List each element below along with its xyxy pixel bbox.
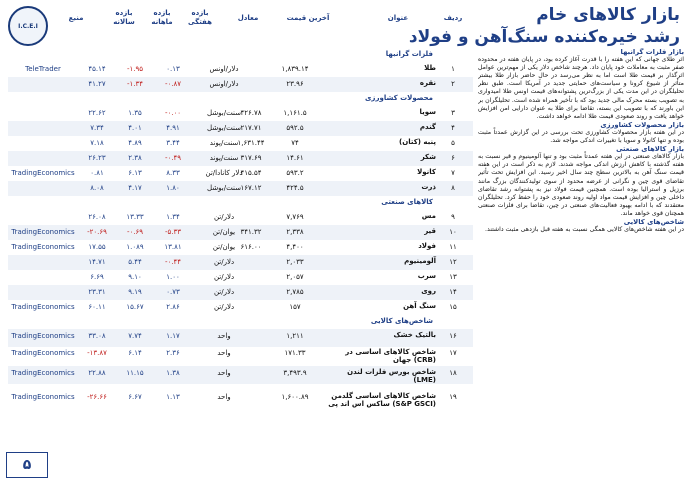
cell-w: ۲.۸۶: [166, 303, 180, 311]
cell-m: ۱.۳۵: [128, 109, 142, 117]
cell-m: ۷.۷۴: [128, 332, 142, 340]
cell-m: ۴.۰۱: [128, 124, 142, 132]
cell-name: مس: [421, 212, 436, 220]
cell-w: ۱.۱۳: [166, 393, 180, 401]
cell-m: ۶.۱۴: [128, 349, 142, 357]
cell-unit: دلار/تن: [213, 303, 235, 311]
cell-w: -۰.۴۹: [164, 154, 182, 162]
cell-idx: ۱۶: [449, 332, 457, 340]
sidebar-heading-precious: بازار فلزات گرانبها: [620, 48, 684, 56]
sidebar-text-industrial: بازار کالاهای صنعتی در این هفته عمدتاً مثبت بود و تنها آلومینیوم و قیر نسبت به هفته گذشته با کاهش ارزش اندکی مواجه شدند. لازم به ذکر است در این هفته قیمت سنگ آهن به بالاترین سطح چند سال اخیر رسید. این افزایش تحت تأثیر تقاضای قوی چین و نگرانی از عرضه محدود از سوی تولیدکنندگان بزرگ مانند برزیل و استرالیا بوده است. همچنین قیمت فولاد نیز به پشتوانه رشد تقاضای داخلی چین و افزایش قیمت مواد اولیه روند صعودی خود را حفظ کرد. تحلیلگران معتقدند که با ادامه بهبود فعالیت‌های صنعتی در چین، تقاضا برای فلزات صنعتی همچنان قوی خواهد ماند.: [478, 153, 684, 217]
cell-unit: یوان/تن: [212, 243, 236, 251]
cell-name: ذرت: [421, 183, 436, 191]
table-row: [8, 151, 473, 166]
cell-eq: ۲۱۷.۷۱: [240, 124, 262, 132]
table-row: [8, 106, 473, 121]
sidebar-text-agri: در این هفته بازار محصولات کشاورزی تحت بررسی در این گزارش عمدتاً مثبت بوده و تنها کانولا و سویا با تغییرات اندکی مواجه شد.: [478, 128, 684, 145]
cell-name: فولاد: [418, 242, 436, 250]
cell-name: شاخص کالاهای اساسی در جهان (CRB): [345, 348, 436, 364]
cell-src[interactable]: TeleTrader: [25, 65, 61, 73]
table-row: [8, 270, 473, 285]
cell-idx: ۱۹: [449, 393, 457, 401]
cell-unit: سنت/پوند: [209, 154, 239, 162]
cell-price: ۱,۸۳۹.۱۴: [281, 65, 309, 73]
table-row: [8, 255, 473, 270]
cell-y: ۲۶.۲۳: [88, 154, 106, 162]
section-header: شاخص‌های کالایی: [370, 317, 433, 325]
cell-idx: ۱۱: [449, 243, 457, 251]
cell-src[interactable]: TradingEconomics: [11, 393, 75, 401]
cell-idx: ۶: [451, 154, 455, 162]
page-title-line-2: رشد خیره‌کننده سنگ‌آهن و فولاد: [408, 27, 680, 47]
cell-m: ۶.۱۳: [128, 169, 142, 177]
cell-unit: واحد: [217, 393, 231, 401]
cell-name: کانولا: [417, 168, 436, 176]
cell-name: نقره: [419, 79, 436, 87]
cell-w: ۳.۴۴: [166, 139, 180, 147]
cell-unit: دلار/تن: [213, 258, 235, 266]
cell-y: ۷.۳۴: [90, 124, 104, 132]
cell-y: -۱۳.۸۷: [87, 349, 107, 357]
section-header: محصولات کشاورزی: [365, 94, 433, 102]
cell-price: ۳,۴۹۳.۹: [283, 369, 307, 377]
sidebar-heading-indices: شاخص‌های کالایی: [623, 217, 684, 226]
cell-w: -۰.۴۴: [164, 258, 182, 266]
cell-price: ۲,۷۸۵: [286, 288, 304, 296]
sidebar-heading-industrial: بازار کالاهای صنعتی: [616, 145, 684, 154]
cell-y: ۶۰.۱۱: [88, 303, 106, 311]
cell-name: آلومینیوم: [404, 257, 436, 265]
table-row: [8, 62, 473, 77]
logo: I.C.E.I: [8, 6, 48, 46]
cell-unit: سنت/بوشل: [207, 109, 241, 117]
cell-w: ۱.۱۷: [166, 332, 180, 340]
header-unit: معادل: [237, 14, 259, 22]
cell-w: ۲.۳۶: [166, 349, 180, 357]
header-index: ردیف: [443, 14, 463, 22]
cell-unit: واحد: [217, 349, 231, 357]
cell-price: ۵۹۳.۲: [286, 169, 304, 177]
cell-eq: ۳۴۱.۳۲: [240, 228, 262, 236]
cell-m: ۱۱.۱۵: [126, 369, 144, 377]
cell-w: ۴.۹۱: [166, 124, 180, 132]
cell-y: ۴۱.۲۷: [88, 80, 106, 88]
cell-eq: ۱,۶۳۱.۴۴: [237, 139, 265, 147]
cell-name: طلا: [424, 64, 436, 72]
cell-unit: واحد: [217, 369, 231, 377]
table-row: [8, 346, 473, 364]
cell-unit: دلار/تن: [213, 213, 235, 221]
cell-w: ۱.۳۸: [166, 369, 180, 377]
cell-name: پنبه (کتان): [399, 138, 436, 146]
cell-price: ۵۹۲.۵: [286, 124, 304, 132]
cell-m: ۴.۱۷: [128, 184, 142, 192]
cell-price: ۴,۴۰۰: [286, 243, 304, 251]
section-header: کالاهای صنعتی: [381, 198, 433, 206]
sidebar-heading-agri: بازار محصولات کشاورزی: [600, 120, 684, 129]
cell-w: ۰.۷۳: [166, 288, 180, 296]
header-weekly: بازده هفتگی: [188, 9, 212, 26]
cell-name: بالتیک خشک: [393, 331, 436, 339]
sidebar-commentary: [478, 48, 684, 478]
cell-price: ۱,۲۱۱: [286, 332, 304, 340]
table-row: [8, 181, 473, 196]
cell-idx: ۸: [451, 184, 455, 192]
cell-w: ۱.۳۴: [166, 213, 180, 221]
cell-src[interactable]: TradingEconomics: [11, 228, 75, 236]
table-row: [8, 136, 473, 151]
cell-m: ۱۵.۶۷: [126, 303, 144, 311]
cell-w: ۸.۳۳: [166, 169, 180, 177]
cell-eq: ۱۶۷.۱۲: [240, 184, 262, 192]
cell-eq: ۳۱۷.۶۹: [240, 154, 262, 162]
table-row: [8, 225, 473, 240]
cell-unit: دلار/تن: [213, 273, 235, 281]
cell-idx: ۴: [451, 124, 455, 132]
cell-m: ۹.۱۰: [128, 273, 142, 281]
cell-unit: سنت/پوند: [209, 139, 239, 147]
cell-y: ۸.۰۸: [90, 184, 104, 192]
cell-price: ۲۳.۹۶: [286, 80, 304, 88]
header-source: منبع: [68, 14, 84, 22]
cell-unit: یوان/تن: [212, 228, 236, 236]
cell-y: ۲۶.۰۸: [88, 213, 106, 221]
cell-name: شاخص بورس فلزات لندن (LME): [347, 368, 436, 384]
cell-m: ۵.۴۴: [128, 258, 142, 266]
cell-price: ۱,۶۰۰.۸۹: [281, 393, 309, 401]
cell-y: -۲۶.۶۶: [87, 393, 107, 401]
cell-unit: واحد: [217, 332, 231, 340]
cell-w: ۱.۰۰: [166, 273, 180, 281]
cell-idx: ۱۳: [449, 273, 457, 281]
cell-name: سنگ آهن: [403, 302, 436, 310]
cell-w: ۱۳.۸۱: [164, 243, 182, 251]
cell-m: -۱.۹۵: [126, 65, 144, 73]
cell-y: ۱۴.۷۱: [88, 258, 106, 266]
cell-price: ۱۵۷: [289, 303, 301, 311]
table-row: [8, 329, 473, 347]
table-row: [8, 166, 473, 181]
cell-m: -۱.۳۴: [126, 80, 144, 88]
cell-unit: سنت/بوشل: [207, 124, 241, 132]
cell-name: گندم: [419, 123, 436, 131]
cell-unit: دلار/تن: [213, 288, 235, 296]
cell-w: ۱.۸۰: [166, 184, 180, 192]
cell-name: روی: [421, 287, 436, 295]
cell-idx: ۵: [451, 139, 455, 147]
cell-m: ۴.۸۹: [128, 139, 142, 147]
cell-price: ۲,۳۳۸: [286, 228, 304, 236]
table-row: [8, 210, 473, 225]
cell-src[interactable]: TradingEconomics: [11, 332, 75, 340]
cell-price: ۴۲۴.۵: [286, 184, 304, 192]
cell-m: ۶.۶۷: [128, 393, 142, 401]
table-row: [8, 285, 473, 300]
cell-eq: ۴۱۵.۵۴: [240, 169, 262, 177]
cell-w: -۵.۳۳: [164, 228, 182, 236]
cell-y: -۲۰.۶۹: [87, 228, 107, 236]
page-title-line-1: بازار کالاهای خام: [536, 5, 680, 25]
cell-idx: ۱: [451, 65, 455, 73]
cell-w: -۰.۸۷: [164, 80, 182, 88]
cell-idx: ۱۰: [449, 228, 457, 236]
table-row: [8, 300, 473, 315]
cell-eq: ۶۱۶.۰۰: [240, 243, 262, 251]
cell-src[interactable]: TradingEconomics: [11, 349, 75, 357]
cell-name: سویا: [419, 108, 436, 116]
cell-m: ۲.۳۸: [128, 154, 142, 162]
cell-unit: سنت/بوشل: [207, 184, 241, 192]
cell-idx: ۱۵: [449, 303, 457, 311]
cell-idx: ۱۴: [449, 288, 457, 296]
cell-price: ۲,۰۵۷: [286, 273, 304, 281]
cell-y: ۳۳.۰۸: [88, 332, 106, 340]
table-row: [8, 240, 473, 255]
cell-price: ۱۴.۶۱: [286, 154, 304, 162]
cell-name: سرب: [417, 272, 436, 280]
cell-m: -۰.۶۹: [126, 228, 144, 236]
cell-m: ۹.۱۹: [128, 288, 142, 296]
cell-y: ۲۳.۳۱: [88, 288, 106, 296]
cell-name: شکر: [420, 153, 436, 161]
cell-idx: ۱۲: [449, 258, 457, 266]
cell-eq: ۴۲۶.۷۸: [240, 109, 262, 117]
cell-y: ۴۵.۱۴: [88, 65, 106, 73]
cell-y: ۲۲.۶۲: [88, 109, 106, 117]
header-title: عنوان: [387, 14, 409, 22]
cell-w: -۰.۰۰: [164, 109, 182, 117]
cell-src[interactable]: TradingEconomics: [11, 369, 75, 377]
cell-idx: ۲: [451, 80, 455, 88]
cell-price: ۷,۷۶۹: [286, 213, 304, 221]
cell-idx: ۳: [451, 109, 455, 117]
cell-w: ۰.۱۳: [166, 65, 180, 73]
cell-unit: دلار کانادا/تن: [205, 169, 243, 177]
table-header: [48, 6, 468, 44]
section-header: فلزات گرانبها: [385, 50, 433, 58]
table-row: [8, 390, 473, 414]
cell-idx: ۱۷: [449, 349, 457, 357]
cell-name: قیر: [424, 227, 436, 235]
cell-price: ۱,۱۶۱.۵: [283, 109, 307, 117]
sidebar-text-precious: اثر طلای جهانی که این هفته را با قدرت آغاز کرده بود، در پایان هفته در محدوده صفر مثبت به معاملات خود پایان داد. هرچند شاخص دلار یکی از مهم‌ترین عوامل اثرگذار بر قیمت طلا است اما به نظر می‌رسد در حال حاضر بازار طلا بیشتر متأثر از شیوع کرونا و سیاست‌های حمایتی جدید در آمریکا است. طبق نظر تحلیلگران در این مدت یکی از بزرگ‌ترین پشتوانه‌های قیمت اونس طلا امیدواری به تصویب بسته محرک مالی جدید بود که با تأخیر همراه شده است. تحلیلگران بر این باورند که با تصویب این بسته، تقاضا برای طلا به عنوان دارایی امن افزایش خواهد یافت و روند صعودی قیمت طلا ادامه خواهد داشت.: [478, 56, 684, 120]
cell-y: ۲۲.۸۸: [88, 369, 106, 377]
cell-idx: ۹: [451, 213, 455, 221]
cell-src[interactable]: TradingEconomics: [11, 303, 75, 311]
cell-m: ۱.۰۸۹: [126, 243, 144, 251]
page-number: ۵: [6, 452, 48, 478]
cell-src[interactable]: TradingEconomics: [11, 169, 75, 177]
cell-idx: ۷: [451, 169, 455, 177]
cell-m: ۱۳.۳۳: [126, 213, 144, 221]
table-row: [8, 77, 473, 92]
table-row: [8, 121, 473, 136]
cell-y: ۷.۱۸: [90, 139, 104, 147]
sidebar-text-indices: در این هفته شاخص‌های کالایی همگی نسبت به هفته قبل بازدهی مثبت داشتند.: [484, 226, 684, 234]
cell-y: ۱۷.۵۵: [88, 243, 106, 251]
cell-y: ۰.۸۱: [90, 169, 104, 177]
cell-name: شاخص کالاهای اساسی گلدمن ساکس اس اند پی (S&P GSCI): [328, 392, 436, 408]
cell-price: ۱۷۱.۳۳: [284, 349, 306, 357]
cell-idx: ۱۸: [449, 369, 457, 377]
table-row: [8, 366, 473, 384]
cell-unit: دلار/اونس: [209, 80, 239, 88]
cell-y: ۶.۶۹: [90, 273, 104, 281]
cell-price: ۲,۰۳۳: [286, 258, 304, 266]
header-annual: بازده سالانه: [113, 9, 135, 26]
cell-src[interactable]: TradingEconomics: [11, 243, 75, 251]
cell-unit: دلار/اونس: [209, 65, 239, 73]
header-last-price: آخرین قیمت: [286, 14, 330, 22]
cell-price: ۷۴: [291, 139, 299, 147]
header-monthly: بازده ماهانه: [151, 9, 173, 26]
